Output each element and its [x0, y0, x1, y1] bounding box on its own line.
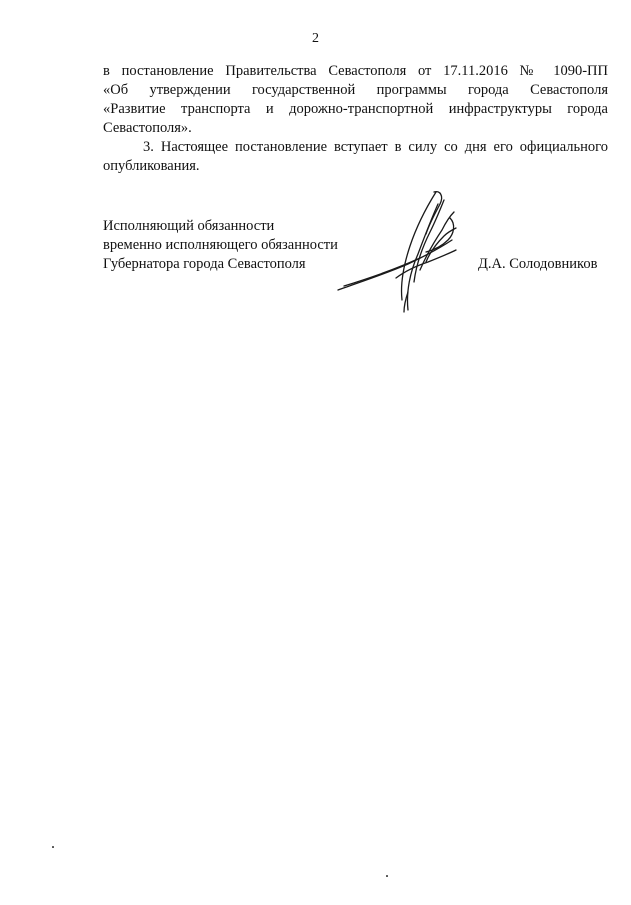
text-line: опубликования. — [103, 158, 200, 174]
position-line: Исполняющий обязанности — [103, 218, 275, 234]
text-line: 3. Настоящее постановление вступает в силу со дня его официального — [143, 139, 608, 155]
paragraph-amendment — [103, 62, 608, 138]
position-line: временно исполняющего обязанности — [103, 237, 338, 253]
text-line: в постановление Правительства Севастополя от 17.11.2016 № 1090-ПП — [103, 63, 608, 79]
paragraph-effective-date — [103, 138, 608, 176]
signer-name: Д.А. Солодовников — [478, 256, 598, 272]
text-line: «Об утверждении государственной программы города Севастополя — [103, 82, 608, 98]
text-line: «Развитие транспорта и дорожно-транспортной инфраструктуры города — [103, 101, 608, 117]
scan-speck — [386, 875, 388, 877]
page-number: 2 — [312, 31, 319, 46]
handwritten-signature — [330, 182, 470, 317]
scan-speck — [52, 846, 54, 848]
text-line: Севастополя». — [103, 120, 192, 136]
body-text — [103, 62, 608, 176]
position-line: Губернатора города Севастополя — [103, 256, 306, 272]
signatory-position — [103, 217, 338, 274]
